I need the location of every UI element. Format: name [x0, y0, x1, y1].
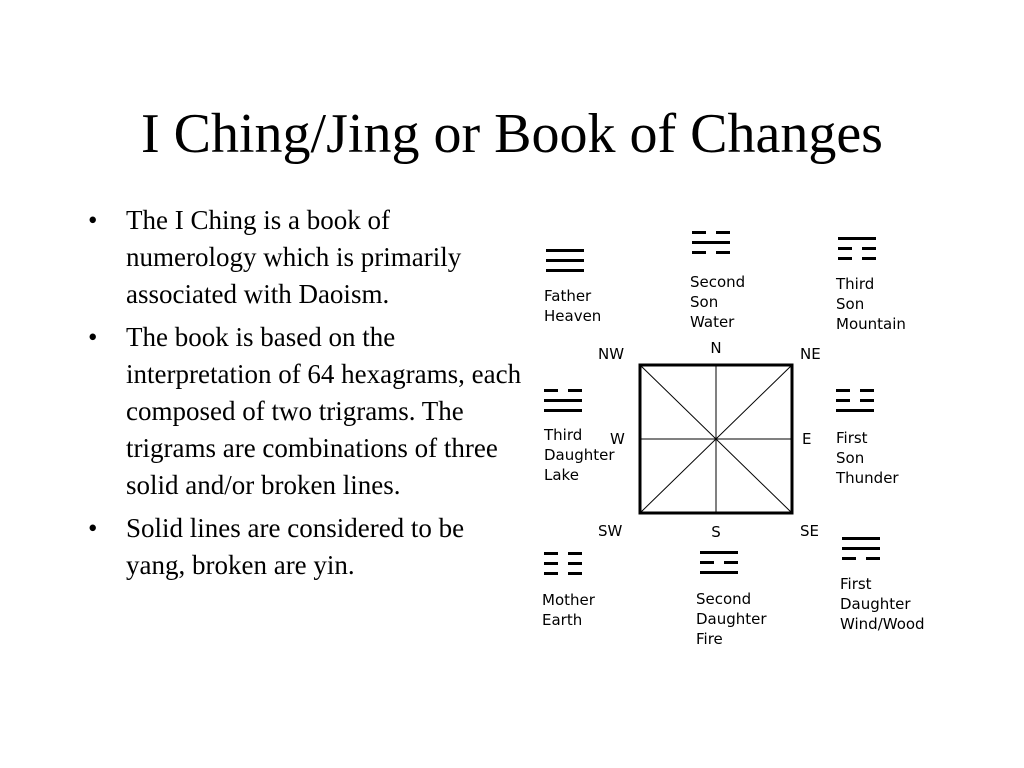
slide-title: I Ching/Jing or Book of Changes	[141, 103, 883, 165]
trigram-caption: Heaven	[544, 307, 602, 325]
trigram-sw	[542, 552, 596, 629]
trigram-broken-line	[544, 562, 558, 565]
trigram-caption: Water	[690, 313, 735, 331]
trigram-broken-line	[716, 251, 730, 254]
direction-nw: NW	[598, 345, 625, 363]
direction-sw: SW	[598, 522, 623, 540]
trigram-broken-line	[700, 561, 714, 564]
trigram-solid-line	[700, 571, 738, 574]
trigram-caption: Wind/Wood	[840, 615, 925, 633]
direction-w: W	[610, 430, 625, 448]
trigram-caption: Son	[836, 295, 865, 313]
direction-n: N	[710, 339, 722, 357]
trigram-broken-line	[860, 389, 874, 392]
trigram-broken-line	[568, 572, 582, 575]
trigram-broken-line	[862, 257, 876, 260]
trigram-solid-line	[546, 249, 584, 252]
trigram-caption: Daughter	[696, 610, 767, 628]
trigram-se	[840, 537, 925, 633]
trigram-broken-line	[692, 251, 706, 254]
bullet-item	[84, 202, 524, 313]
trigram-w	[543, 389, 615, 484]
trigram-broken-line	[544, 572, 558, 575]
bullet-item	[84, 319, 524, 504]
trigram-broken-line	[544, 389, 558, 392]
compass-square	[640, 365, 792, 513]
trigram-caption: Second	[690, 273, 746, 291]
bagua-diagram	[520, 215, 960, 660]
trigram-solid-line	[838, 237, 876, 240]
trigram-caption: Lake	[544, 466, 579, 484]
trigram-caption: First	[840, 575, 872, 593]
trigram-broken-line	[836, 389, 850, 392]
trigram-caption: Father	[544, 287, 592, 305]
trigram-ne	[835, 237, 906, 333]
trigram-broken-line	[716, 231, 730, 234]
trigram-caption: Third	[836, 275, 875, 293]
trigram-solid-line	[544, 409, 582, 412]
trigram-caption: Earth	[542, 611, 583, 629]
trigram-caption: Mother	[542, 591, 595, 609]
trigram-broken-line	[568, 562, 582, 565]
trigram-broken-line	[692, 231, 706, 234]
trigram-e	[835, 389, 899, 487]
trigram-caption: Third	[544, 426, 583, 444]
bullet-text: The I Ching is a book of numerology which is primarily associated with Daoism.	[126, 205, 462, 309]
trigram-broken-line	[838, 257, 852, 260]
trigram-caption: Thunder	[836, 469, 899, 487]
trigram-caption: First	[836, 429, 868, 447]
trigram-solid-line	[842, 537, 880, 540]
bullet-text: Solid lines are considered to be yang, broken are yin.	[126, 513, 465, 580]
trigram-broken-line	[836, 399, 850, 402]
trigram-solid-line	[836, 409, 874, 412]
direction-ne: NE	[800, 345, 821, 363]
trigram-solid-line	[544, 399, 582, 402]
trigram-caption: Mountain	[836, 315, 906, 333]
direction-se: SE	[800, 522, 819, 540]
trigram-broken-line	[568, 389, 582, 392]
trigram-solid-line	[842, 547, 880, 550]
trigram-broken-line	[866, 557, 880, 560]
trigram-solid-line	[546, 269, 584, 272]
bullet-text: The book is based on the interpretation of 64 hexagrams, each composed of two trigrams. The trigrams are combinations of three solid and/or broken lines.	[126, 322, 522, 500]
trigram-broken-line	[842, 557, 856, 560]
trigram-solid-line	[700, 551, 738, 554]
trigram-solid-line	[692, 241, 730, 244]
direction-s: S	[711, 523, 721, 541]
trigram-caption: Fire	[696, 630, 723, 648]
trigram-broken-line	[544, 552, 558, 555]
trigram-caption: Second	[696, 590, 752, 608]
bullet-dot: •	[88, 205, 98, 235]
trigram-caption: Daughter	[544, 446, 615, 464]
trigram-broken-line	[862, 247, 876, 250]
bullet-dot: •	[88, 322, 98, 352]
bullet-dot: •	[88, 513, 98, 543]
trigram-nw	[544, 249, 601, 325]
trigram-broken-line	[568, 552, 582, 555]
bagua-svg	[520, 215, 960, 655]
direction-e: E	[802, 430, 812, 448]
trigram-caption: Son	[836, 449, 865, 467]
bullet-list	[84, 202, 524, 590]
trigram-solid-line	[546, 259, 584, 262]
bullet-item	[84, 510, 524, 584]
trigram-s	[696, 551, 767, 648]
trigram-n	[690, 231, 745, 331]
trigram-broken-line	[724, 561, 738, 564]
trigram-broken-line	[860, 399, 874, 402]
trigram-caption: Son	[690, 293, 719, 311]
trigram-caption: Daughter	[840, 595, 911, 613]
trigram-broken-line	[838, 247, 852, 250]
